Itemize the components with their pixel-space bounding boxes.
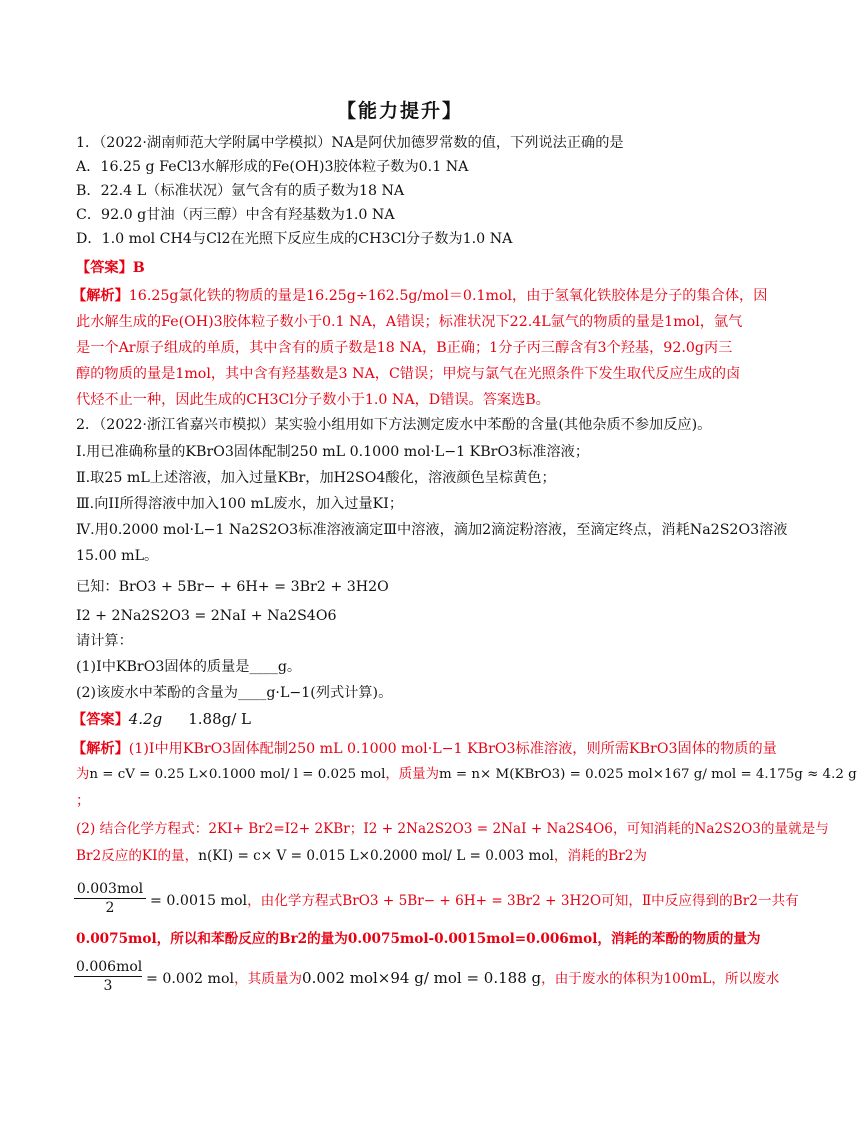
q2-analysis-semicolon: ；	[76, 793, 91, 809]
q2-sub-2: (2)该废水中苯酚的含量为____g·L−1(列式计算)。	[76, 685, 393, 701]
q2-known-eq-2: I2 + 2Na2S2O3 = 2NaI + Na2S4O6	[76, 608, 337, 624]
q2-step-2: Ⅱ.取25 mL上述溶液，加入过量KBr，加H2SO4酸化，溶液颜色呈棕黄色；	[76, 470, 556, 486]
fraction-1-result: = 0.0015 mol	[150, 893, 248, 909]
q2-eq-phenol-mass: 0.002 mol×94 g/ mol = 0.188 g	[302, 969, 542, 987]
q2-analysis-mass-post: ，由于废水的体积为100mL，所以废水	[541, 971, 780, 987]
q1-option-b: B．22.4 L（标准状况）氩气含有的质子数为18 NA	[76, 183, 405, 199]
q1-analysis-line-1	[72, 286, 767, 306]
q2-calc-label: 请计算：	[76, 633, 133, 649]
q2-step-4b: 15.00 mL。	[76, 548, 159, 564]
q2-answer-2: 1.88g/ L	[188, 710, 252, 728]
q1-option-a: A．16.25 g FeCl3水解形成的Fe(OH)3胶体粒子数为0.1 NA	[76, 159, 469, 175]
q2-analysis-line-4	[76, 846, 647, 866]
q2-analysis-line-1	[72, 739, 777, 759]
q2-sub-1: (1)Ⅰ中KBrO3固体的质量是____g。	[76, 659, 302, 675]
q2-known-1	[76, 577, 389, 597]
fraction-2-line	[146, 968, 779, 989]
q2-answer-label: 【答案】	[72, 712, 129, 728]
q2-analysis-line-6: 0.0075mol，所以和苯酚反应的Br2的量为0.0075mol-0.0015mol=0.006mol，消耗的苯酚的物质的量为	[76, 931, 761, 947]
fraction-2-denominator: 3	[103, 978, 113, 994]
fraction-1-numerator: 0.003mol	[74, 880, 146, 899]
q1-answer-value: B	[132, 260, 145, 276]
q1-option-c: C．92.0 g甘油（丙三醇）中含有羟基数为1.0 NA	[76, 207, 395, 223]
q2-analysis-label: 【解析】	[72, 741, 129, 757]
q2-analysis-line-5: ，由化学方程式BrO3 + 5Br− + 6H+ = 3Br2 + 3H2O可知，Ⅱ中反应得到的Br2一共有	[247, 893, 799, 909]
q2-eq-n-cv: n = cV = 0.25 L×0.1000 mol/ l = 0.025 mol	[89, 767, 386, 782]
q2-eq-n-ki: n(KI) = c× V = 0.015 L×0.2000 mol/ L = 0.003 mol	[198, 848, 554, 864]
q2-eq-mass: m = n× M(KBrO3) = 0.025 mol×167 g/ mol = 4.175g ≈ 4.2 g	[438, 767, 857, 782]
q2-known-eq-1: BrO3 + 5Br− + 6H+ = 3Br2 + 3H2O	[118, 579, 389, 595]
section-title: 【能力提升】	[336, 100, 463, 122]
q2-stem: 2．（2022·浙江省嘉兴市模拟）某实验小组用如下方法测定废水中苯酚的含量(其他杂质不参加反应)。	[76, 417, 712, 433]
q1-analysis-line-3: 是一个Ar原子组成的单质，其中含有的质子数是18 NA，B正确；1分子丙三醇含有3个羟基，92.0g丙三	[76, 340, 733, 356]
q2-answer	[72, 709, 251, 730]
q2-step-4a: Ⅳ.用0.2000 mol·L−1 Na2S2O3标准溶液滴定Ⅲ中溶液，滴加2滴淀粉溶液，至滴定终点，消耗Na2S2O3溶液	[76, 522, 788, 538]
q2-analysis-mid: ，质量为	[385, 767, 439, 782]
q1-stem: 1．（2022·湖南师范大学附属中学模拟）NA是阿伏加德罗常数的值，下列说法正确的是	[76, 135, 624, 151]
q1-answer-label: 【答案】	[76, 260, 133, 276]
q1-analysis-label: 【解析】	[72, 288, 129, 304]
q2-analysis-text-1: (1)Ⅰ中用KBrO3固体配制250 mL 0.1000 mol·L−1 KBrO3标准溶液，则所需KBrO3固体的物质的量	[128, 741, 777, 757]
q1-analysis-line-5: 代烃不止一种，因此生成的CH3Cl分子数小于1.0 NA，D错误。答案选B。	[76, 392, 550, 408]
q2-step-1: Ⅰ.用已准确称量的KBrO3固体配制250 mL 0.1000 mol·L−1 KBrO3标准溶液；	[76, 444, 590, 460]
q2-analysis-mass-prefix: ，其质量为	[234, 971, 303, 987]
q2-analysis-br2-prefix: Br2反应的KI的量，	[76, 848, 199, 864]
q1-option-d: D．1.0 mol CH4与Cl2在光照下反应生成的CH3Cl分子数为1.0 NA	[76, 231, 513, 247]
q2-analysis-prefix: 为	[76, 767, 90, 782]
fraction-1-denominator: 2	[105, 900, 115, 916]
q2-step-3: Ⅲ.向II所得溶液中加入100 mL废水，加入过量KI；	[76, 496, 404, 512]
fraction-1-line	[150, 891, 799, 911]
q2-analysis-line-2	[76, 765, 857, 785]
q1-analysis-line-2: 此水解生成的Fe(OH)3胶体粒子数小于0.1 NA，A错误；标准状况下22.4L氩气的物质的量是1mol，氩气	[76, 314, 743, 330]
q2-answer-1: 4.2g	[128, 710, 163, 728]
fraction-2-result: = 0.002 mol	[146, 971, 235, 987]
q2-analysis-line-3: (2) 结合化学方程式：2KI+ Br2=I2+ 2KBr；I2 + 2Na2S2O3 = 2NaI + Na2S4O6，可知消耗的Na2S2O3的量就是与	[76, 821, 829, 837]
fraction-1	[74, 880, 146, 917]
q1-analysis-line-4: 醇的物质的量是1mol，其中含有羟基数是3 NA，C错误；甲烷与氯气在光照条件下发生取代反应生成的卤	[76, 366, 741, 382]
fraction-2-numerator: 0.006mol	[76, 959, 143, 975]
q2-analysis-br2-post: ，消耗的Br2为	[553, 848, 648, 864]
q1-analysis-text-1: 16.25g氯化铁的物质的量是16.25g÷162.5g/mol＝0.1mol，由于氢氧化铁胶体是分子的集合体，因	[128, 288, 768, 304]
fraction-2	[74, 958, 142, 995]
q2-known-label: 已知：	[76, 579, 119, 595]
q1-answer	[76, 258, 145, 278]
